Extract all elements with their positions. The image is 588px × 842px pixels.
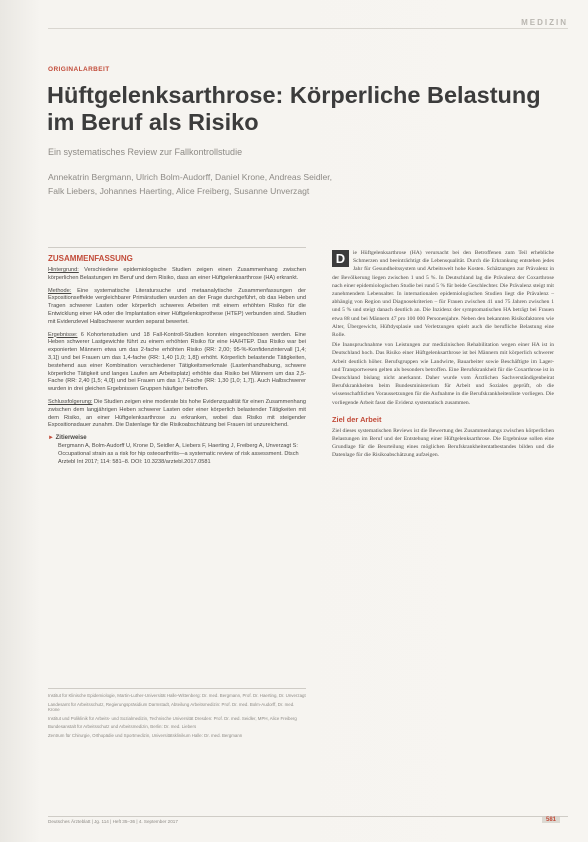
abstract-background: Hintergrund: Verschiedene epidemiologische Studien zeigen einen Zusammenhang zwischen körperlichen Belastungen im Beruf und dem Risiko, dass an einer Hüftgelenksarthrose (HA) erkrankt. [48, 267, 306, 281]
header-divider [48, 28, 568, 29]
affiliation-item: Institut und Poliklinik für Arbeits- und Sozialmedizin, Technische Universität Dresden: Prof. Dr. med. Seidler, MPH, Alice Freiberg [48, 715, 297, 721]
article-subtitle: Ein systematisches Review zur Fallkontrollstudie [48, 147, 243, 157]
abstract-results: Ergebnisse: 6 Kohortenstudien und 18 Fall-Kontroll-Studien konnten eingeschlossen werden. Eine Heben schwerer Lastgewichte führt zu einem erhöhten Risiko für eine HA/HTEP. Das Risiko war bei exponierten Männern etwa um das 2-fache erhöhten Risiko (RR: 2,00; 95-%-Konfidenzintervall [1,4; 3,1]) und bei Frauen um das 1,4-fache (RR: 1,40 [1,0; 1,8]) erhöht. Körperlich belastende Tätigkeiten, bestehend aus einer Kombination verschiedener Tätigkeitsmerkmale (Lastenhandhabung, schwere körperliche Tätigkeit und langes Laufen am Arbeitsplatz) erhöhte das Risiko bei Männern um das 2,5-Fache (RR: 2,40 [1,5; 4,0]) und bei Frauen um das 1,7-Fache (RR: 1,30 [1,0; 1,7]). Auch Halbschwerer wurden in drei gleichen Ergebnissen Gruppen häufiger betroffen. [48, 331, 306, 393]
arrow-right-icon: ► [48, 435, 54, 442]
footer-divider [48, 816, 568, 817]
authors-line-2: Falk Liebers, Johannes Haerting, Alice Freiberg, Susanne Unverzagt [48, 186, 310, 196]
abstract-methods: Methode: Eine systematische Literatursuche und metaanalytische Zusammenfassungen der Expositionseffekte vergleichbarer Primärstudien wurden an der Frage durchgeführt, ob das Heben und Tragen schwerer Lasten oder körperlich schweres Arbeiten mit einem erhöhten Risiko für die Entwicklung einer HA oder die Implantation einer Hüftgelenksprothese (HTEP) verbunden sind. Studien mit Evidenzlevel Halbschwerer wurden separat bewertet. [48, 287, 306, 325]
section-tag: MEDIZIN [521, 18, 568, 27]
affiliation-item: Zentrum für Chirurgie, Orthopädie und Sportmedizin, Universitätsklinikum Halle: Dr. med. Bergmann [48, 732, 243, 738]
citation-heading: ► Zitierweise [48, 435, 87, 442]
aim-paragraph: Ziel dieses systematischen Reviews ist die Bewertung des Zusammenhangs zwischen körperlichen Belastungen im Beruf und der Entstehung einer Hüftgelenksarthrose. Die Ergebnisse sollen eine Grundlage für die Beurteilung eines möglichen Berufskrankheitentatbestandes bilden und die Datenlage für die Risikoabschätzung aufzeigen. [332, 427, 554, 459]
article-kicker: ORIGINALARBEIT [48, 66, 110, 73]
citation-text: Bergmann A, Bolm-Audorff U, Krone D, Seidler A, Liebers F, Haerting J, Freiberg A, Unverzagt S: Occupational strain as a risk for hip osteoarthritis—a systematic review of risk assessment. Dtsch Arztebl Int 2017; 114: 581–8. DOI: 10.3238/arztebl.2017.0581 [58, 443, 299, 465]
page-number: 581 [542, 817, 560, 823]
drop-cap: D [332, 250, 349, 267]
summary-heading: ZUSAMMENFASSUNG [48, 254, 133, 263]
aim-heading: Ziel der Arbeit [332, 414, 382, 424]
body-paragraph: ie Hüftgelenksarthrose (HA) verursacht bei den Betroffenen zum Teil erhebliche Schmerzen und beeinträchtigt die Lebensqualität. Durch die Erkrankung entstehen jedes Jahr für Gesundheitssystem und Arbeitswelt hohe Kosten. Schätzungen zur Prävalenz in der Bevölkerung liegen zwischen 1 und 5 %. In Deutschland lag die Prävalenz der Coxarthrose nach einer epidemiologischen Studie bei rund 5 % für beide Geschlechter. Die Prävalenz steigt mit zunehmendem Lebensalter. In internationalen epidemiologischen Studien liegt die Prävalenz – abhängig von Region und Diagnosekriterien – für Frauen zwischen 41 und 75 Jahren zwischen 1 und 5 % und steigt danach deutlich an. Die Inzidenz der symptomatischen HA beträgt bei Frauen etwa 88 und bei Männern 47 pro 100 000 Personenjahre. Neben den bekannten Risikofaktoren wie Alter, Übergewicht, Hüftdysplasie und Verletzungen spielt auch die berufliche Belastung eine Rolle. [332, 250, 554, 339]
authors-line-1: Annekatrin Bergmann, Ulrich Bolm-Audorff, Daniel Krone, Andreas Seidler, [48, 172, 333, 182]
article-title: Hüftgelenksarthrose: Körperliche Belastung im Beruf als Risiko [47, 82, 541, 135]
summary-box [48, 247, 306, 467]
body-paragraph: Die Inanspruchnahme von Leistungen zur medizinischen Rehabilitation wegen einer HA ist in Deutschland hoch. Das Risiko einer Hüftgelenksarthrose ist bei Männern mit körperlich schwerer Arbeit deutlich höher. Berufsgruppen wie Landwirte, Bauarbeiter sowie Beschäftigte im Lager- und Transportwesen gelten als besonders betroffen. Eine Berufskrankheit für die Coxarthrose ist in Deutschland bislang nicht anerkannt. Daher wurde vom Ärztlichen Sachverständigenbeirat Berufskrankheiten beim Bundesministerium für Arbeit und Soziales geprüft, ob die wissenschaftlichen Voraussetzungen für die Aufnahme in die Berufskrankheitenliste vorliegen. Die vorliegende Arbeit fasst die Evidenz systematisch zusammen. [332, 342, 554, 406]
affiliations [48, 688, 306, 742]
abstract-conclusion: Schlussfolgerung: Die Studien zeigen eine moderate bis hohe Evidenzqualität für einen Zusammenhang zwischen dem langjährigen Heben schwerer Lasten oder einer körperlich belastender Tätigkeiten mit dem Risiko, an einer Hüftgelenksarthrose zu erkranken, wobei das Risiko mit steigender Expositionsdauer zunahm. Die Datenlage für die Risikoabschätzung bei Frauen ist unzureichend. [48, 398, 306, 429]
affiliation-item: Institut für Klinische Epidemiologie, Martin-Luther-Universität Halle-Wittenberg: Dr. med. Bergmann, Prof. Dr. Haerting, Dr. Unverzagt [48, 693, 306, 698]
affiliation-item: Bundesanstalt für Arbeitsschutz und Arbeitsmedizin, Berlin: Dr. med. Liebers [48, 724, 197, 730]
affiliation-item: Landesamt für Arbeitsschutz, Regierungspräsidium Darmstadt, Abteilung Arbeitsmedizin: Prof. Dr. med. Bolm-Audorff, Dr. med. Krone [48, 701, 295, 713]
author-list [48, 170, 528, 198]
body-column [332, 249, 554, 462]
journal-footer: Deutsches Ärzteblatt | Jg. 114 | Heft 35–36 | 4. September 2017 [48, 819, 178, 824]
summary-divider [48, 247, 306, 248]
